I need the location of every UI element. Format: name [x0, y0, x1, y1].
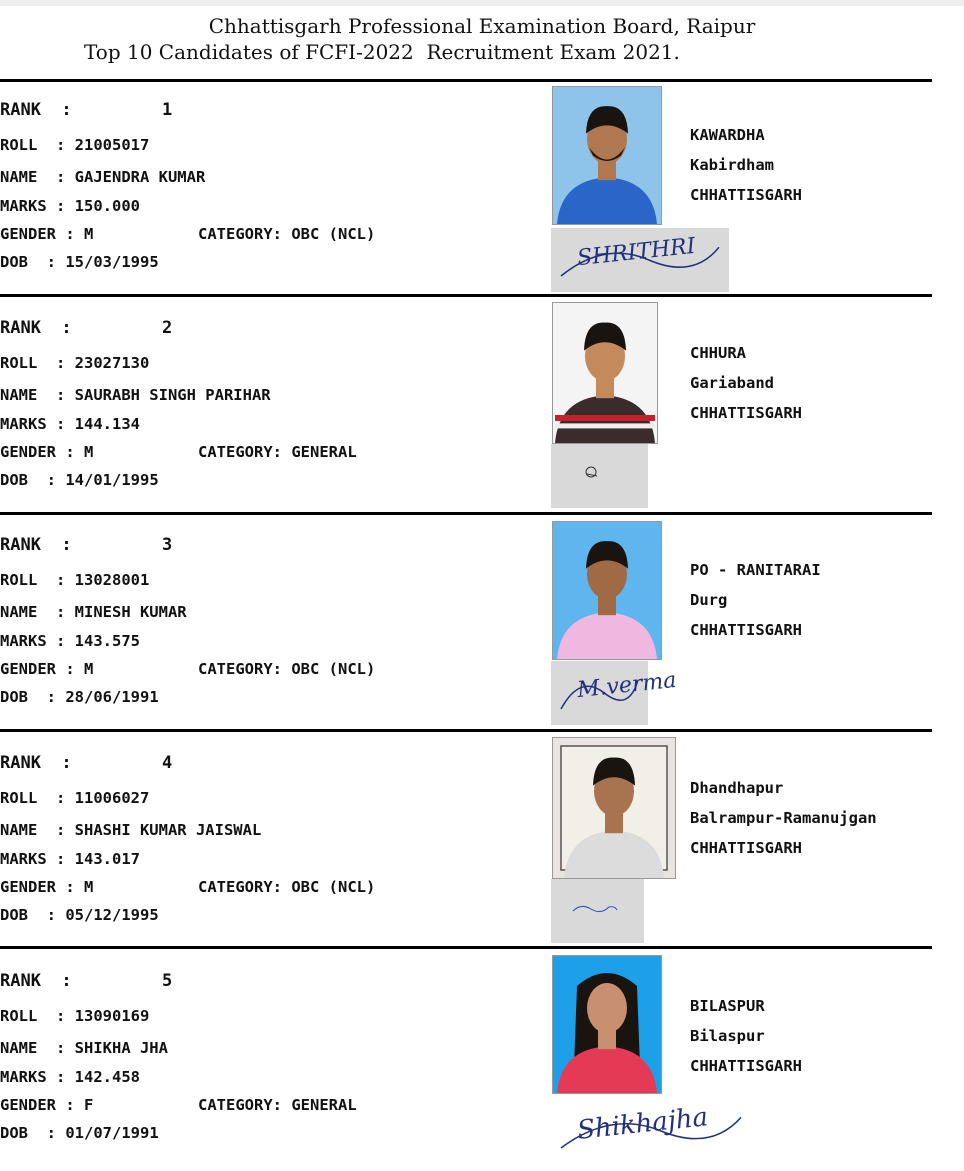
field-row: [0, 753, 72, 773]
gender-label: GENDER :: [0, 443, 84, 461]
gender-value: M: [84, 878, 94, 896]
rank-label: RANK :: [0, 318, 72, 338]
category-label: CATEGORY:: [198, 443, 292, 461]
roll-label: ROLL :: [0, 1007, 75, 1025]
address-line: PO - RANITARAI: [690, 561, 821, 579]
field-row: [0, 1124, 159, 1142]
roll-label: ROLL :: [0, 354, 75, 372]
gender-label: GENDER :: [0, 660, 84, 678]
candidate-photo: [552, 302, 658, 444]
gender-label: GENDER :: [0, 1096, 84, 1114]
field-row: [0, 971, 72, 991]
candidate-entry: [0, 86, 964, 300]
field-row: [0, 225, 93, 243]
signature-image: [551, 661, 678, 725]
divider: [0, 79, 932, 82]
address-line: Balrampur-Ramanujgan: [690, 809, 877, 827]
roll-label: ROLL :: [0, 136, 75, 154]
rank-value: 1: [162, 100, 173, 120]
field-row: [0, 443, 93, 461]
field-row: [0, 100, 72, 120]
marks-value: 142.458: [74, 1068, 140, 1086]
candidate-entry: [0, 521, 964, 735]
candidate-photo: [552, 86, 662, 225]
marks-value: 143.575: [74, 632, 140, 650]
field-row: [0, 471, 159, 489]
category-value: OBC (NCL): [291, 878, 376, 896]
name-value: MINESH KUMAR: [74, 603, 187, 621]
address-line: CHHATTISGARH: [690, 1057, 802, 1075]
field-row: [0, 660, 93, 678]
roll-value: 23027130: [74, 354, 150, 372]
dob-value: 14/01/1995: [65, 471, 159, 489]
signature-text: Shikhajha: [575, 1102, 710, 1146]
candidate-photo: [552, 955, 662, 1094]
field-row: [0, 1068, 140, 1086]
rank-label: RANK :: [0, 535, 72, 555]
category-field: [198, 1096, 357, 1114]
name-label: NAME :: [0, 386, 75, 404]
divider: [0, 294, 932, 297]
rank-value: 5: [162, 971, 173, 991]
gender-label: GENDER :: [0, 878, 84, 896]
name-value: GAJENDRA KUMAR: [74, 168, 206, 186]
field-row: [0, 821, 261, 839]
signature-image: [551, 1097, 751, 1165]
signature-text: M.verma: [575, 667, 678, 704]
category-label: CATEGORY:: [198, 1096, 292, 1114]
category-label: CATEGORY:: [198, 225, 292, 243]
address-line: KAWARDHA: [690, 126, 765, 144]
roll-value: 11006027: [74, 789, 150, 807]
field-row: [0, 386, 271, 404]
rank-value: 4: [162, 753, 173, 773]
field-row: [0, 535, 72, 555]
address-line: CHHATTISGARH: [690, 186, 802, 204]
field-row: [0, 354, 149, 372]
divider: [0, 729, 932, 732]
gender-value: F: [84, 1096, 94, 1114]
field-row: [0, 850, 140, 868]
dob-value: 15/03/1995: [65, 253, 159, 271]
address-line: CHHATTISGARH: [690, 404, 802, 422]
rank-value: 3: [162, 535, 173, 555]
signature-text: SHRITHRI: [576, 233, 697, 272]
exam-title: Top 10 Candidates of FCFI-2022 Recruitment Exam 2021.: [84, 40, 680, 64]
address-line: CHHURA: [690, 344, 746, 362]
gender-label: GENDER :: [0, 225, 84, 243]
address-line: Bilaspur: [690, 1027, 765, 1045]
rank-label: RANK :: [0, 971, 72, 991]
field-row: [0, 632, 140, 650]
field-row: [0, 415, 140, 433]
marks-label: MARKS :: [0, 415, 75, 433]
field-row: [0, 878, 93, 896]
gender-value: M: [84, 225, 94, 243]
top-strip: [0, 0, 964, 6]
marks-label: MARKS :: [0, 1068, 75, 1086]
name-label: NAME :: [0, 821, 75, 839]
address-line: BILASPUR: [690, 997, 765, 1015]
address-line: Durg: [690, 591, 728, 609]
roll-value: 13028001: [74, 571, 150, 589]
rank-label: RANK :: [0, 100, 72, 120]
rank-value: 2: [162, 318, 173, 338]
category-value: GENERAL: [291, 443, 357, 461]
field-row: [0, 906, 159, 924]
marks-label: MARKS :: [0, 197, 75, 215]
address-line: CHHATTISGARH: [690, 621, 802, 639]
field-row: [0, 688, 159, 706]
category-field: [198, 443, 357, 461]
board-title: Chhattisgarh Professional Examination Board, Raipur: [208, 14, 756, 38]
dob-label: DOB :: [0, 471, 66, 489]
name-value: SHASHI KUMAR JAISWAL: [74, 821, 262, 839]
address-line: Dhandhapur: [690, 779, 784, 797]
field-row: [0, 253, 159, 271]
rank-label: RANK :: [0, 753, 72, 773]
dob-value: 28/06/1991: [65, 688, 159, 706]
dob-value: 05/12/1995: [65, 906, 159, 924]
category-label: CATEGORY:: [198, 660, 292, 678]
category-field: [198, 660, 375, 678]
candidate-entry: [0, 957, 964, 1171]
address-line: CHHATTISGARH: [690, 839, 802, 857]
category-value: OBC (NCL): [291, 225, 376, 243]
dob-label: DOB :: [0, 1124, 66, 1142]
marks-label: MARKS :: [0, 632, 75, 650]
signature-image: [551, 444, 648, 508]
field-row: [0, 168, 205, 186]
roll-label: ROLL :: [0, 571, 75, 589]
field-row: [0, 136, 149, 154]
category-label: CATEGORY:: [198, 878, 292, 896]
signature-image: [551, 879, 644, 943]
category-field: [198, 225, 375, 243]
roll-label: ROLL :: [0, 789, 75, 807]
dob-label: DOB :: [0, 688, 66, 706]
roll-value: 21005017: [74, 136, 150, 154]
gender-value: M: [84, 443, 94, 461]
field-row: [0, 1096, 93, 1114]
field-row: [0, 789, 149, 807]
dob-label: DOB :: [0, 906, 66, 924]
divider: [0, 512, 932, 515]
candidate-entry: [0, 304, 964, 518]
field-row: [0, 318, 72, 338]
dob-label: DOB :: [0, 253, 66, 271]
field-row: [0, 603, 187, 621]
name-label: NAME :: [0, 168, 75, 186]
signature-image: [551, 228, 729, 292]
candidate-entry: [0, 739, 964, 953]
dob-value: 01/07/1991: [65, 1124, 159, 1142]
name-value: SHIKHA JHA: [74, 1039, 168, 1057]
divider: [0, 946, 932, 949]
field-row: [0, 197, 140, 215]
marks-value: 144.134: [74, 415, 140, 433]
name-label: NAME :: [0, 603, 75, 621]
name-value: SAURABH SINGH PARIHAR: [74, 386, 271, 404]
marks-value: 143.017: [74, 850, 140, 868]
address-line: Kabirdham: [690, 156, 774, 174]
category-value: GENERAL: [291, 1096, 357, 1114]
field-row: [0, 1039, 168, 1057]
field-row: [0, 1007, 149, 1025]
field-row: [0, 571, 149, 589]
gender-value: M: [84, 660, 94, 678]
candidate-photo: [552, 737, 676, 879]
category-value: OBC (NCL): [291, 660, 376, 678]
address-line: Gariaband: [690, 374, 774, 392]
roll-value: 13090169: [74, 1007, 150, 1025]
candidate-photo: [552, 521, 662, 660]
marks-value: 150.000: [74, 197, 140, 215]
marks-label: MARKS :: [0, 850, 75, 868]
category-field: [198, 878, 375, 896]
name-label: NAME :: [0, 1039, 75, 1057]
